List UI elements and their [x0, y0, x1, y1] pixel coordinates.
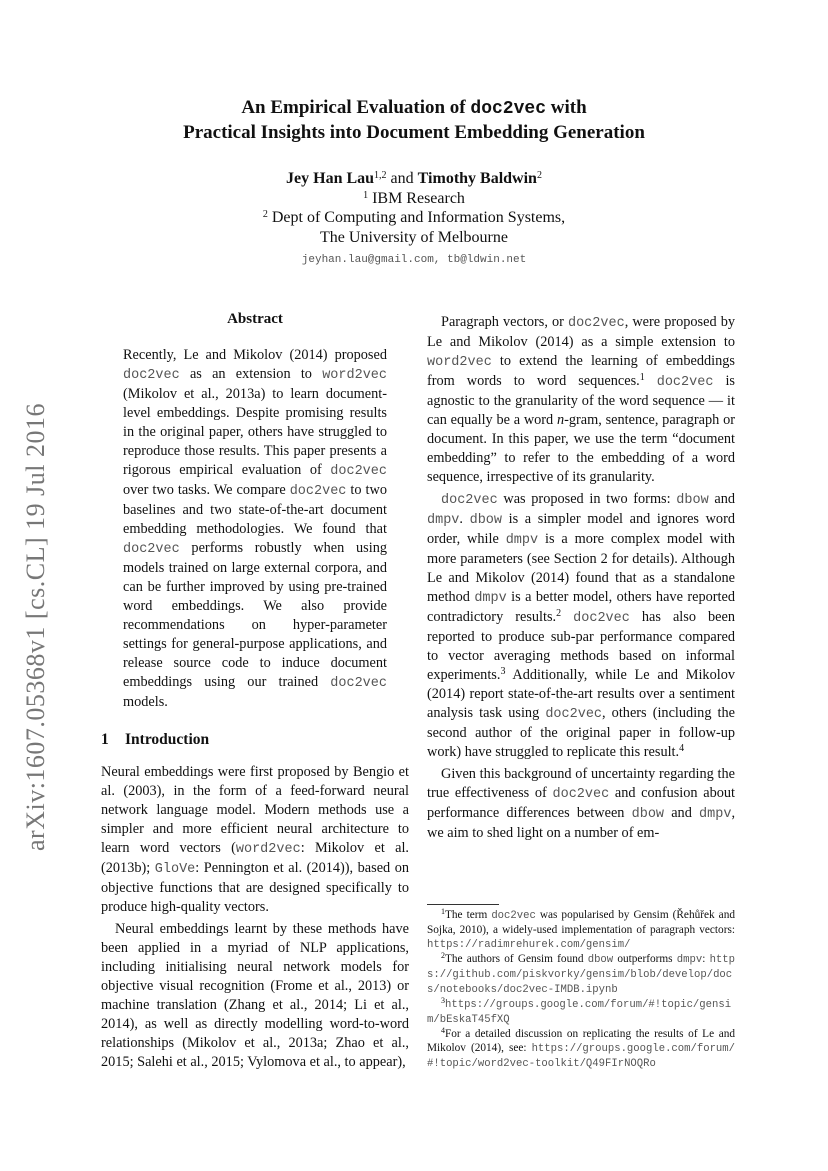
affiliation-2-line-2: The University of Melbourne	[320, 228, 508, 246]
paper-header	[0, 96, 828, 271]
inline-code: dmpv	[505, 533, 539, 548]
paper-title	[0, 96, 828, 145]
body-text: Given this background of uncertainty regarding the true effectiveness of	[427, 766, 735, 801]
author-names	[0, 169, 828, 189]
abstract-text: models.	[123, 694, 168, 710]
abstract-text: as an extension to	[179, 366, 323, 382]
body-text: -gram, sentence, paragraph or document. In this paper, we use the term “document embedding” to refer to the embedding of a word sequence, irrespective of its granularity.	[427, 412, 735, 485]
body-text: : Mikolov et al. (2013b);	[101, 840, 409, 876]
inline-code: dbow	[631, 807, 665, 822]
abstract-code: doc2vec	[123, 542, 180, 557]
affiliation-2-line-1: Dept of Computing and Information Systems,	[267, 209, 566, 226]
footnote-marker: 1	[639, 372, 645, 383]
footnote-text: was popularised by Gensim (Řehůřek and Sojka, 2010), a widely-used implementation of paragraph vectors:	[427, 909, 735, 936]
body-text: Paragraph vectors, or	[441, 314, 568, 330]
inline-code: word2vec	[427, 355, 492, 370]
footnote-text: The authors of Gensim found	[445, 953, 588, 965]
footnote-text: The term	[445, 909, 492, 921]
title-text-2: with	[546, 97, 587, 118]
right-column	[427, 310, 735, 843]
abstract-code: doc2vec	[330, 464, 387, 479]
inline-code: doc2vec	[545, 707, 603, 722]
author-block	[0, 169, 828, 271]
affiliation-2	[0, 208, 828, 228]
inline-code: doc2vec	[573, 611, 630, 626]
body-text: .	[459, 511, 470, 527]
footnote-2	[427, 952, 735, 997]
body-text: and	[664, 805, 700, 821]
author-2-affiliation: 2	[536, 170, 542, 181]
intro-paragraph-4	[427, 490, 735, 762]
author-1-affiliation: 1,2	[374, 170, 387, 181]
abstract-text: Recently, Le and Mikolov (2014) proposed	[123, 347, 387, 363]
arxiv-identifier: arXiv:1607.05368v1 [cs.CL] 19 Jul 2016	[21, 403, 50, 851]
footnote-1	[427, 908, 735, 952]
body-text: was proposed in two forms:	[497, 491, 677, 507]
body-text: and	[708, 491, 735, 507]
affiliation-1	[0, 189, 828, 209]
footnote-marker: 4	[679, 743, 685, 754]
inline-code: word2vec	[235, 842, 301, 857]
intro-paragraph-5	[427, 765, 735, 843]
footnote-number: 2	[441, 951, 445, 960]
inline-code: dbow	[676, 493, 709, 508]
section-heading-introduction	[101, 730, 409, 749]
inline-code: dbow	[587, 954, 614, 966]
left-column	[101, 310, 409, 1072]
body-text: , we aim to shed light on a number of em-	[427, 805, 736, 841]
footnotes	[427, 904, 735, 1071]
abstract-code: word2vec	[322, 368, 387, 383]
footnote-rule	[427, 904, 499, 905]
body-text: is a simpler model and ignores word order, while	[427, 511, 735, 547]
title-code: doc2vec	[470, 99, 547, 119]
footnote-number: 3	[441, 996, 445, 1005]
body-text: Additionally, while Le and Mikolov (2014) report state-of-the-art results over a sentiment analysis task using	[427, 667, 735, 721]
section-title: Introduction	[125, 731, 210, 748]
abstract-text: to two baselines and two state-of-the-art document embedding methodologies. We found that	[123, 482, 387, 537]
italic-n: n	[556, 412, 565, 428]
abstract-text: (Mikolov et al., 2013a) to learn document-level embeddings. Despite promising results in the original paper, others have struggled to reproduce those results. This paper presents a rigorous empirical evaluation of	[123, 386, 387, 478]
inline-code: doc2vec	[567, 316, 625, 331]
affiliation-2-num: 2	[262, 209, 268, 220]
body-text: , others (including the second author of the original paper in follow-up work) have struggled to replicate this result.	[427, 705, 736, 760]
inline-code: doc2vec	[491, 910, 536, 922]
footnote-link[interactable]: https://github.com/piskvorky/gensim/blob/develop/docs/notebooks/doc2vec-IMDB.ipynb	[427, 954, 735, 996]
inline-code: dmpv	[676, 954, 703, 966]
abstract-text: performs robustly when using models trained on large external corpora, and can be further improved by using pre-trained word embeddings. We also provide recommendations on hyper-parameter settings for general-purpose applications, and release source code to induce document embeddings using our trained	[123, 540, 387, 690]
body-text: is agnostic to the granularity of the word sequence — it can equally be a word	[427, 373, 735, 428]
title-line-2: Practical Insights into Document Embedding Generation	[183, 122, 645, 143]
author-1: Jey Han Lau	[286, 170, 375, 187]
footnote-text: For a detailed discussion on replicating the results of Le and Mikolov (2014), see:	[427, 1028, 735, 1054]
footnote-link[interactable]: https://groups.google.com/forum/#!topic/word2vec-toolkit/Q49FIrNOQRo	[427, 1043, 735, 1070]
section-number: 1	[101, 731, 109, 748]
footnote-link[interactable]: https://groups.google.com/forum/#!topic/gensim/bEskaT45fXQ	[427, 999, 732, 1026]
body-text: is a more complex model with more parameters (see Section 2 for details). Although Le and Mikolov (2014) found that as a standalone method	[427, 531, 735, 605]
footnote-link[interactable]: https://radimrehurek.com/gensim/	[427, 939, 631, 951]
body-text: to extend the learning of embeddings from words to word sequences.	[427, 353, 735, 389]
body-text: : Pennington et al. (2014)), based on objective functions that are designed specifically to produce high-quality vectors.	[101, 860, 410, 915]
author-and: and	[386, 170, 418, 187]
inline-code: dmpv	[699, 807, 732, 822]
abstract-code: doc2vec	[330, 676, 387, 691]
abstract-body	[101, 346, 409, 712]
title-text-1: An Empirical Evaluation of	[241, 97, 471, 118]
footnote-marker: 3	[500, 666, 506, 677]
footnote-marker: 2	[556, 608, 562, 619]
footnote-text: outperforms	[613, 953, 677, 965]
abstract-text: over two tasks. We compare	[123, 482, 290, 498]
body-text: is a better model, others have reported contradictory results.	[427, 589, 735, 625]
body-text: has also been reported to produce sub-par performance compared to vector averaging methods based on informal experiments.	[427, 609, 735, 683]
footnote-number: 4	[441, 1026, 445, 1035]
abstract-code: doc2vec	[289, 484, 347, 499]
inline-code: doc2vec	[656, 375, 714, 390]
intro-paragraph-1	[101, 763, 409, 917]
footnote-3	[427, 997, 735, 1027]
affiliation-1-num: 1	[363, 189, 369, 201]
abstract-paragraph	[123, 346, 387, 712]
abstract-code: doc2vec	[123, 368, 180, 383]
body-text: and confusion about performance differences between	[427, 785, 735, 821]
intro-paragraph-2: Neural embeddings learnt by these methods have been applied in a myriad of NLP applications, including initialising neural network models for objective visual recognition (Frome et al., 2013) or machine translation (Zhang et al., 2014; Li et al., 2014), as well as directly modelling word-to-word relationships (Mikolov et al., 2013a; Zhao et al., 2015; Salehi et al., 2015; Vylomova et al., to appear),	[101, 921, 409, 1070]
intro-paragraph-3	[427, 313, 735, 487]
inline-code: doc2vec	[441, 493, 498, 508]
inline-code: dmpv	[474, 591, 507, 606]
author-emails: jeyhan.lau@gmail.com, tb@ldwin.net	[301, 254, 527, 266]
inline-code: GloVe	[154, 862, 196, 877]
inline-code: doc2vec	[552, 787, 610, 802]
footnote-4	[427, 1027, 735, 1071]
abstract-heading: Abstract	[227, 311, 283, 327]
affiliation-1-text: IBM Research	[368, 189, 465, 207]
footnote-text: :	[702, 953, 710, 965]
inline-code: dmpv	[427, 513, 460, 528]
body-text: Neural embeddings were first proposed by Bengio et al. (2003), in the form of a feed-forward neural network language model. Modern methods use a simpler and more efficient neural architecture to learn word vectors (	[101, 764, 409, 856]
body-text: , were proposed by Le and Mikolov (2014) as a simple extension to	[427, 314, 735, 350]
inline-code: dbow	[469, 513, 503, 528]
footnote-number: 1	[441, 907, 445, 916]
author-2: Timothy Baldwin	[417, 170, 537, 187]
